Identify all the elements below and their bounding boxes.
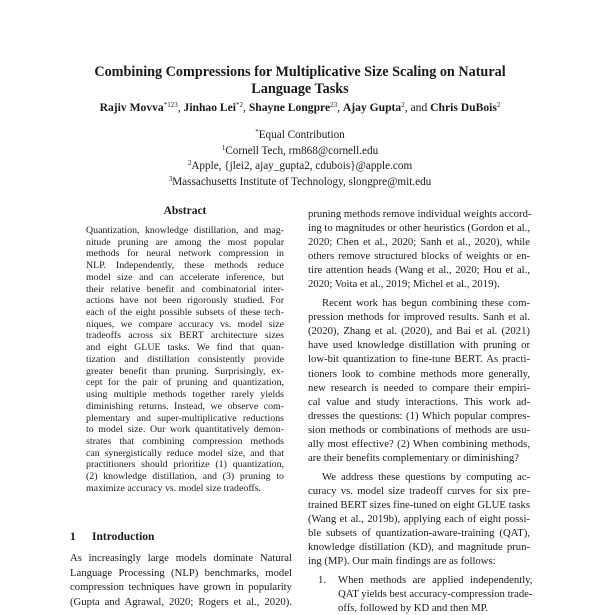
abstract-line: cept for the pair of pruning and quantization,	[86, 377, 284, 389]
finding-line: offs, followed by KD and then MP.	[338, 602, 489, 615]
abstract-line: model size and can accelerate inference, but	[86, 271, 284, 283]
finding-number: 1.	[318, 574, 327, 587]
abstract-line: to model size. Our work quantitatively demon-	[86, 424, 284, 436]
affiliation-block	[60, 128, 540, 190]
abstract-line: plementary and super-multiplicative reductions	[86, 412, 284, 424]
finding-item	[308, 573, 533, 615]
intro-line: (Gupta and Agrawal, 2020; Rogers et al., 2020).	[70, 595, 292, 608]
intro-line: As increasingly large models dominate Natural	[70, 552, 292, 564]
paper-title	[60, 64, 540, 98]
paragraph-line: others remove structured blocks of weights or en-	[308, 250, 530, 263]
author-name: Ajay Gupta	[342, 101, 402, 114]
paragraph-line: We address these questions by computing ac-	[322, 470, 530, 483]
intro-paragraph	[70, 551, 292, 609]
title-line: Language Tasks	[251, 81, 349, 97]
title-line: Combining Compressions for Multiplicative Size Scaling on Natural	[94, 64, 506, 80]
intro-line: Language Processing (NLP) benchmarks, model	[70, 566, 292, 579]
paragraph	[308, 470, 530, 568]
affiliation-line: $^3$Massachusetts Institute of Technology, slongpre@mit.edu	[168, 174, 432, 188]
intro-line: compression techniques have grown in popularity	[70, 581, 292, 593]
abstract-heading: Abstract	[163, 205, 207, 217]
author-name: Chris DuBois	[430, 101, 497, 114]
paragraph-line: cal value and study interactions. This work ad-	[308, 395, 530, 408]
abstract-line: greater benefit than pruning. Surprisingly, ex-	[86, 365, 284, 377]
author-name: Rajiv Movva	[99, 101, 164, 114]
paragraph	[308, 296, 530, 465]
affiliation-line: *Equal Contribution	[255, 128, 345, 141]
paragraph-line: tioners look to combine methods more generally,	[308, 367, 530, 380]
paragraph-line: pression methods for improved results. Sanh et al.	[308, 311, 530, 324]
paragraph	[308, 207, 530, 291]
abstract-line: tization and distillation consistently provide	[86, 353, 284, 365]
section-number: 1	[70, 531, 76, 543]
paragraph-line: dresses the questions: (1) Which popular compres-	[308, 409, 530, 422]
abstract-line: practitioners should prioritize (1) quantization,	[86, 459, 284, 471]
author-sup: *2	[236, 101, 244, 109]
paragraph-line: (Wang et al., 2019b), applying each of eight possi-	[308, 512, 530, 525]
paragraph-line: (2020), Zhang et al. (2020), and Bai et al. (2021)	[308, 325, 530, 338]
affiliation-line: $^2$Apple, {jlei2, ajay_gupta2, cdubois}@apple.com	[187, 159, 413, 173]
author-sep: , and	[404, 101, 431, 114]
section-title: Introduction	[92, 531, 155, 543]
author-name: Shayne Longpre	[248, 101, 331, 114]
abstract-line: nitude pruning are among the most popular	[86, 236, 284, 248]
paragraph-line: ing (MP). Our main findings are as follows:	[308, 555, 496, 568]
paragraph-line: knowledge distillation (KD), and magnitude prun-	[308, 541, 530, 554]
abstract-line: diminishing returns. Instead, we observe com-	[86, 400, 284, 412]
abstract-line: (2) knowledge distillation, and (3) pruning to	[86, 471, 284, 483]
abstract-line: each of the eight possible subsets of these tech-	[86, 307, 284, 319]
paragraph-line: have used knowledge distillation with pruning or	[308, 339, 530, 352]
author-sep: ,	[177, 101, 184, 114]
abstract-line: and eight GLUE tasks. We find that quan-	[86, 342, 284, 354]
abstract-line: Quantization, knowledge distillation, and mag-	[86, 225, 284, 236]
abstract-line: their relative benefit and combinatorial inter-	[86, 283, 284, 295]
finding-line: QAT yields best accuracy-compression trade-	[338, 588, 533, 601]
paragraph-line: low-bit quantization to fine-tune BERT. As practi-	[308, 353, 530, 366]
paragraph-line: 2020; Voita et al., 2019; Michel et al., 2019).	[308, 278, 500, 291]
author-sep: ,	[243, 101, 249, 114]
paragraph-line: ally most effective? (2) When combining methods,	[308, 437, 530, 450]
author-sep: ,	[337, 101, 343, 114]
paragraph-line: tire attention heads (Wang et al., 2020; Hou et al.,	[308, 264, 530, 277]
paragraph-line: ing to magnitudes or other heuristics (Gordon et al.,	[308, 222, 530, 235]
abstract-line: tradeoffs across six BERT architecture sizes	[86, 330, 284, 342]
author-name: Jinhao Lei	[183, 101, 237, 114]
paragraph-line: new research is needed to compare their empiri-	[308, 381, 530, 394]
affiliation-line: $^1$Cornell Tech, rm868@cornell.edu	[221, 143, 379, 157]
right-column-body	[308, 207, 533, 615]
author-sup: 2	[401, 101, 405, 109]
paragraph-line: ble subsets of quantization-aware-training (QAT),	[308, 527, 530, 540]
finding-text	[338, 573, 532, 615]
abstract-line: actions have not been rigorously studied. For	[86, 295, 284, 307]
author-list	[40, 101, 560, 115]
abstract-line: using multiple methods together rarely yields	[86, 389, 284, 401]
abstract-line: strates that combining compression methods	[86, 435, 284, 447]
finding-line: When methods are applied independently,	[338, 574, 533, 587]
author-sup: 23	[330, 101, 338, 109]
author-sup: 2	[496, 101, 501, 109]
paragraph-line: trained BERT sizes fine-tuned on eight GLUE tasks	[308, 498, 530, 511]
paragraph-line: 2020; Chen et al., 2020; Sanh et al., 2020), while	[308, 236, 530, 249]
author-sup: *123	[163, 101, 178, 109]
paragraph-line: curacy vs. model size tradeoff curves for six pre-	[308, 484, 530, 497]
paragraph-line: pruning methods remove individual weights accord-	[308, 208, 532, 220]
paragraph-line: are their benefits complementary or diminishing?	[308, 451, 520, 464]
abstract-line: niques, we compare accuracy vs. model size	[86, 318, 284, 330]
abstract-body	[86, 225, 284, 495]
abstract-line: can synergistically reduce model size, and that	[86, 447, 284, 459]
paragraph-line: Recent work has begun combining these com-	[322, 297, 530, 310]
abstract-line: NLP. Independently, these methods reduce	[86, 260, 284, 272]
abstract-line: methods for neural network compression in	[86, 248, 284, 260]
section-heading	[70, 531, 154, 543]
paragraph-line: sion methods or combinations of methods are usu-	[308, 423, 530, 436]
abstract-line: maximize accuracy vs. model size tradeoffs.	[86, 482, 262, 494]
